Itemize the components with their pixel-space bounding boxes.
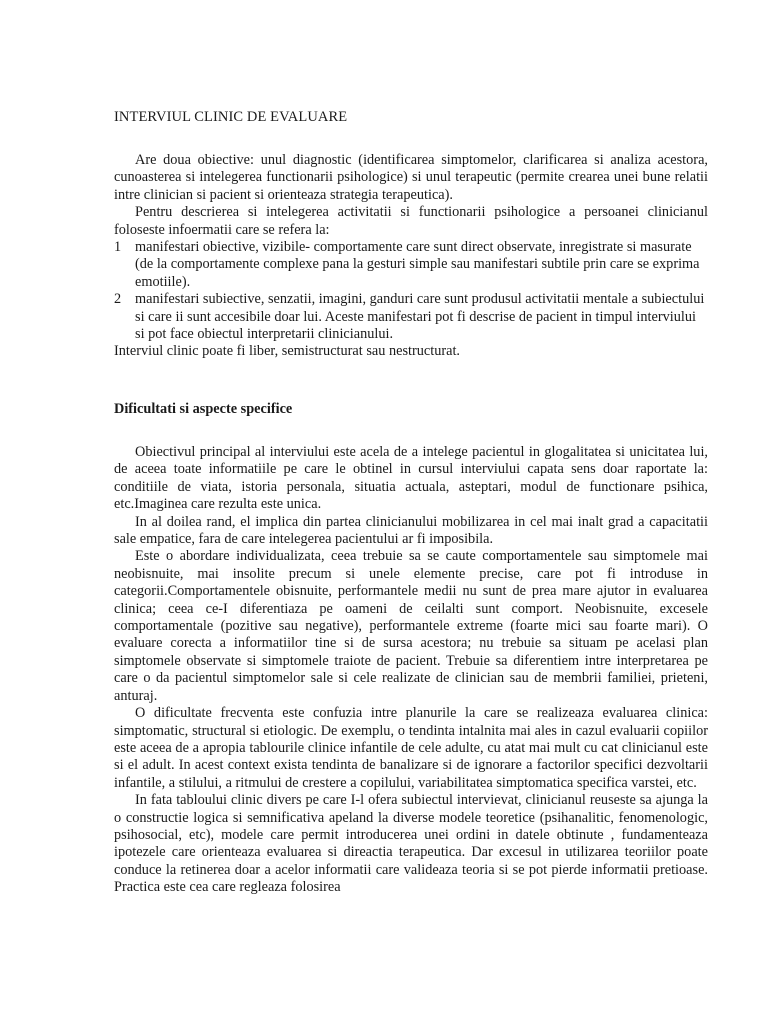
list-number: 1 bbox=[114, 239, 122, 256]
paragraph: Interviul clinic poate fi liber, semistructurat sau nestructurat. bbox=[114, 343, 461, 360]
paragraph: O dificultate frecventa este confuzia intre planurile la care se realizeaza evaluarea clinica: simptomatic, structural si etiologic. De exemplu, o tendinta intalnita mai ales in cazul evaluarii copiilor este aceea de a apropia tablourile clinice infantile de cele adulte, cu atat mai mult cu cat clinicianul este si el adult. In acest context exista tendinta de banalizare si de ignorare a factorilor specifici dezvoltarii infantile, a stilului, a ritmului de crestere a copilului, variabilitatea simptomatica specifica varstei, etc. bbox=[114, 705, 708, 791]
paragraph: In fata tabloului clinic divers pe care I-l ofera subiectul intervievat, clinicianul reuseste sa ajunga la o constructie logica si semnificativa apeland la diverse modele teoretice (psihanalitic, fenomenologic, psihosocial, etc), modele care permit introducerea unei ordini in datele obtinute , fundamenteaza ipotezele care orienteaza evaluarea si direactia terapeutica. Dar excesul in utilizarea teoriilor poate conduce la retinerea doar a acelor informatii care valideaza teoria si se pot pierde informatii pretioase. Practica este cea care regleaza folosirea bbox=[114, 792, 708, 896]
list-item-text: manifestari obiective, vizibile- comportamente care sunt direct observate, inregistrate si masurate (de la comportamente complexe pana la gesturi simple sau manifestari subtile prin care se exprima emotiile). bbox=[135, 239, 700, 290]
section-difficulties bbox=[114, 444, 708, 897]
paragraph: In al doilea rand, el implica din partea clinicianului mobilizarea in cel mai inalt grad a capacitatii sale empatice, fara de care intelegerea pacientului ar fi imposibila. bbox=[114, 513, 708, 548]
paragraph: Este o abordare individualizata, ceea trebuie sa se caute comportamentele sau simptomele mai neobisnuite, mai insolite precum si unele elemente precise, care pot fi introduse in categorii.Comportamentele obisnuite, performantele medii nu sunt de prea mare ajutor in evaluarea clinica; ceea ce-I diferentiaza pe oameni de ceilalti sunt comport. Neobisnuite, excesele comportamentale (pozitive sau negative), performantele extreme (foarte mici sau foarte mari). O evaluare corecta a informatiilor tine si de sursa acestora; nu trebuie sa situam pe acelasi plan simptomele observate si simptomele traiote de pacient. Trebuie sa diferentiem intre interpretarea pe care o da pacientul simptomelor sale si cele realizate de clinician sau de membrii familiei, prieteni, anturaj. bbox=[114, 548, 708, 704]
numbered-list bbox=[114, 239, 708, 343]
paragraph: Are doua obiective: unul diagnostic (identificarea simptomelor, clarificarea si analiza acestora, cunoasterea si intelegerea functionarii psihologice) si unul terapeutic (permite crearea unei bune relatii intre clinician si pacient si orienteaza strategia terapeutica). bbox=[114, 152, 708, 203]
list-item bbox=[114, 291, 708, 343]
paragraph: Pentru descrierea si intelegerea activitatii si functionarii psihologice a persoanei clinicianul foloseste infoermatii care se refera la: bbox=[114, 204, 708, 238]
list-number: 2 bbox=[114, 291, 122, 308]
section-intro bbox=[114, 152, 708, 361]
list-item bbox=[114, 239, 708, 291]
paragraph: Obiectivul principal al interviului este acela de a intelege pacientul in glogalitatea si unicitatea lui, de aceea toate informatiile pe care le obtinel in cursul interviului capata sens doar raportate la: conditiile de viata, istoria personala, situatia actuala, asteptari, modul de functionare psihica, etc.Imaginea care rezulta este unica. bbox=[114, 444, 708, 513]
section-heading: Dificultati si aspecte specifice bbox=[114, 401, 293, 417]
list-item-text: manifestari subiective, senzatii, imagini, ganduri care sunt produsul activitatii mentale a subiectului si care ii sunt accesibile doar lui. Aceste manifestari pot fi descrise de pacient in timpul interviului si pot face obiectul interpretarii clinicianului. bbox=[135, 291, 705, 343]
document-title: INTERVIUL CLINIC DE EVALUARE bbox=[114, 109, 348, 125]
